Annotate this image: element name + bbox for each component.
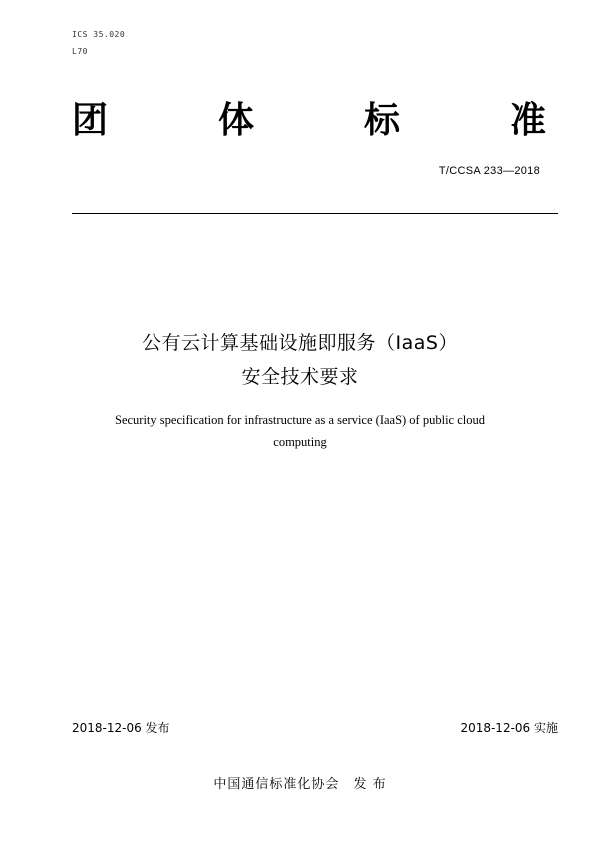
standard-number: T/CCSA 233—2018 <box>438 165 540 177</box>
issue-date: 2018-12-06 发布 <box>72 721 170 735</box>
implementation-date: 2018-12-06 实施 <box>460 721 558 735</box>
chinese-title-line-1: 公有云计算基础设施即服务（IaaS） <box>142 332 458 354</box>
title-char: 体 <box>217 100 254 141</box>
ccs-code: L70 <box>72 47 88 56</box>
ics-code: ICS 35.020 <box>72 30 126 39</box>
publisher-action: 发 布 <box>353 777 387 792</box>
chinese-title-line-2: 安全技术要求 <box>241 366 359 388</box>
english-title-line-1: Security specification for infrastructure as a service (IaaS) of public cloud <box>115 413 485 427</box>
publisher-name: 中国通信标准化协会 <box>213 777 340 792</box>
title-char: 团 <box>72 100 109 141</box>
publisher-line <box>0 773 600 792</box>
title-char: 标 <box>363 100 400 141</box>
title-char: 准 <box>509 100 546 141</box>
english-title-line-2: computing <box>273 435 327 449</box>
document-type-title <box>72 100 546 141</box>
header-divider <box>72 213 558 214</box>
